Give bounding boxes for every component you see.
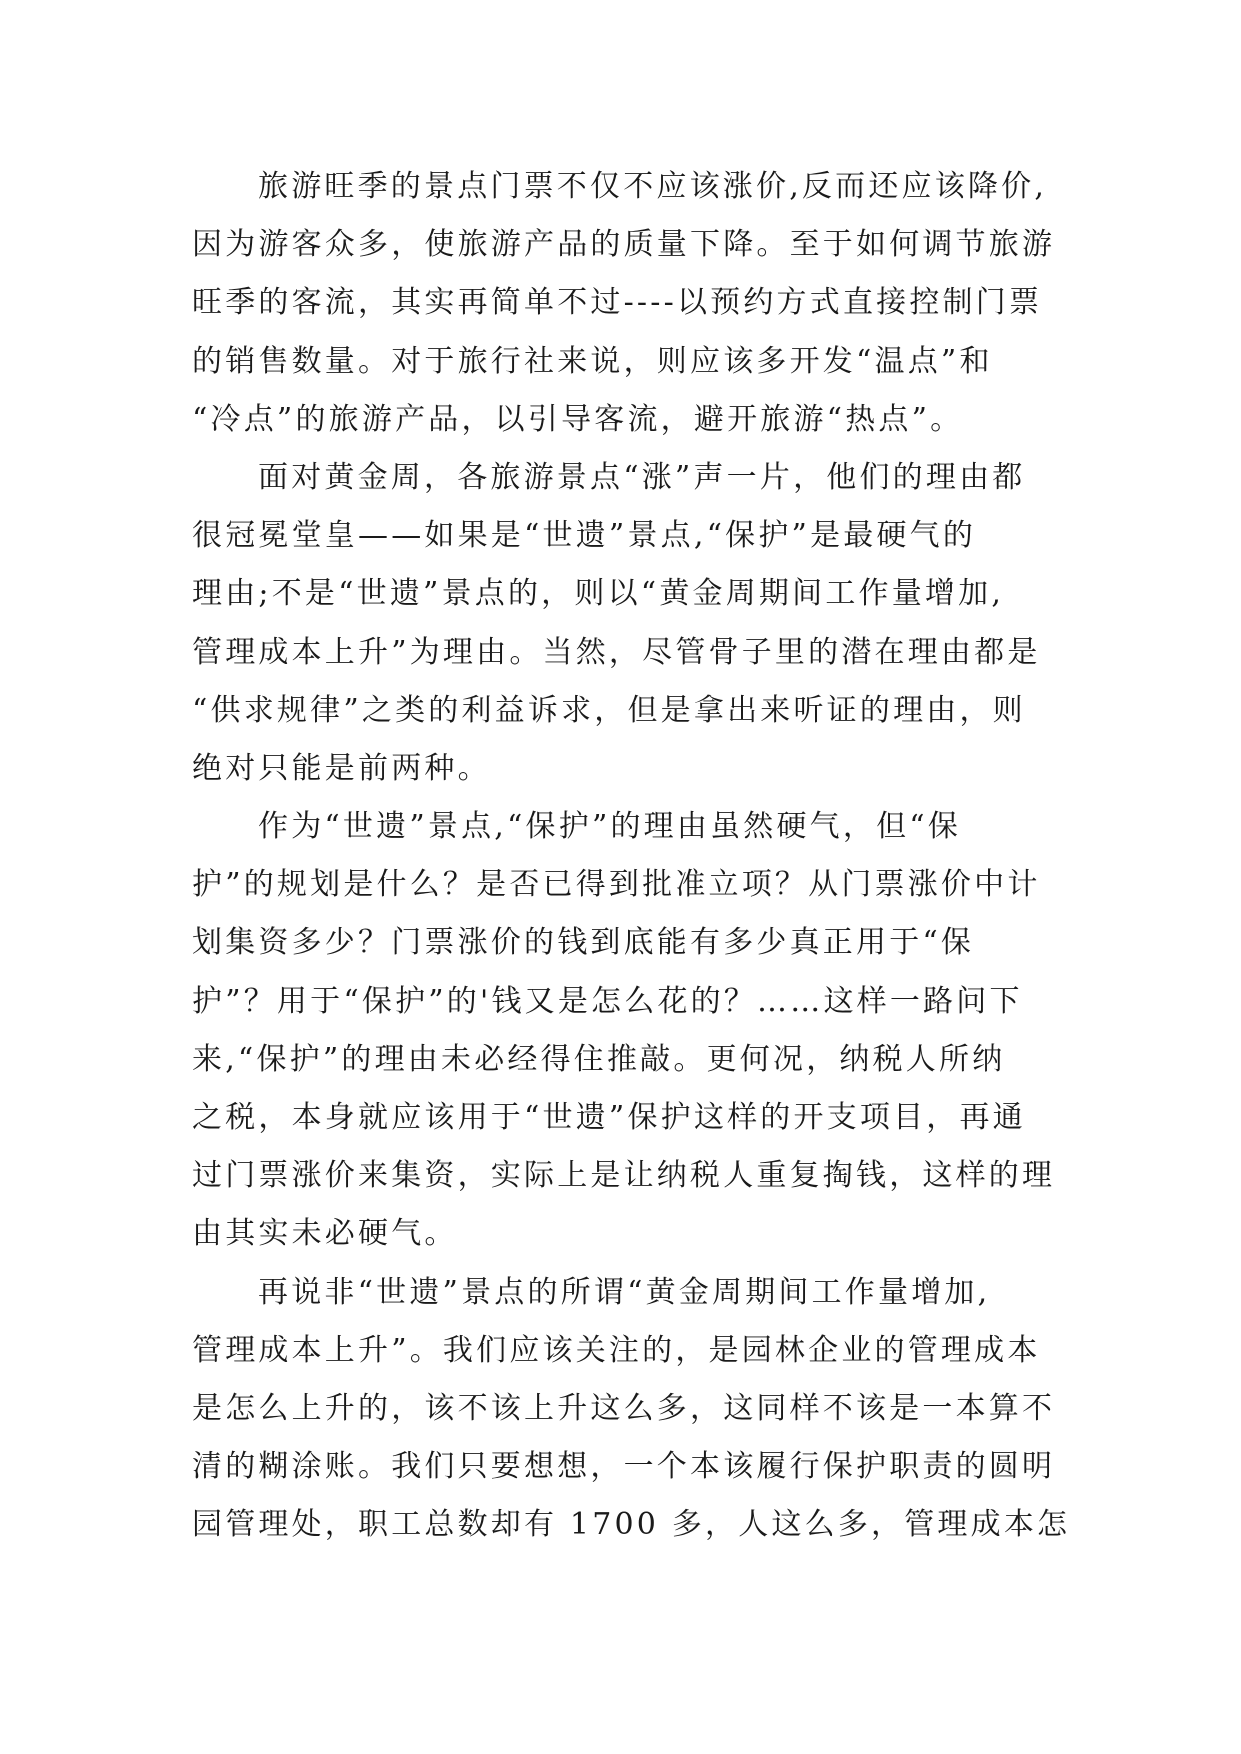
text-line: 旺季的客流，其实再简单不过----以预约方式直接控制门票 [192,285,1043,321]
text-line: 很冠冕堂皇——如果是“世遗”景点,“保护”是最硬气的 [192,518,977,554]
text-line: 清的糊涂账。我们只要想想，一个本该履行保护职责的圆明 [192,1449,1056,1485]
document-body [192,158,1072,1555]
text-line: “冷点”的旅游产品，以引导客流，避开旅游“热点”。 [192,401,964,437]
paragraph [192,449,1072,798]
text-line: “供求规律”之类的利益诉求，但是拿出来听证的理由，则 [192,692,1026,728]
text-line: 划集资多少？门票涨价的钱到底能有多少真正用于“保 [192,925,975,961]
text-line: 过门票涨价来集资，实际上是让纳税人重复掏钱，这样的理 [192,1158,1056,1194]
text-line: 管理成本上升”为理由。当然，尽管骨子里的潜在理由都是 [192,634,1041,670]
text-line: 来,“保护”的理由未必经得住推敲。更何况，纳税人所纳 [192,1041,1006,1077]
text-line: 因为游客众多，使旅游产品的质量下降。至于如何调节旅游 [192,227,1056,263]
text-line: 再说非“世遗”景点的所谓“黄金周期间工作量增加, [258,1274,991,1310]
text-line: 园管理处，职工总数却有 1700 多，人这么多，管理成本怎 [192,1507,1071,1543]
paragraph [192,158,1072,449]
text-line: 面对黄金周，各旅游景点“涨”声一片，他们的理由都 [258,459,1026,495]
text-line: 护”？用于“保护”的'钱又是怎么花的？……这样一路问下 [192,983,1023,1019]
text-line: 护”的规划是什么？是否已得到批准立项？从门票涨价中计 [192,867,1041,903]
text-line: 之税，本身就应该用于“世遗”保护这样的开支项目，再通 [192,1100,1026,1135]
text-line: 管理成本上升”。我们应该关注的，是园林企业的管理成本 [192,1332,1041,1368]
text-line: 作为“世遗”景点,“保护”的理由虽然硬气，但“保 [258,809,962,845]
paragraph [192,1264,1072,1555]
text-line: 的销售数量。对于旅行社来说，则应该多开发“温点”和 [192,343,993,379]
text-line: 旅游旺季的景点门票不仅不应该涨价,反而还应该降价, [258,169,1048,204]
text-line: 是怎么上升的，该不该上升这么多，这同样不该是一本算不 [192,1390,1056,1426]
paragraph [192,798,1072,1264]
text-line: 绝对只能是前两种。 [192,750,491,786]
text-line: 理由;不是“世遗”景点的，则以“黄金周期间工作量增加, [192,576,1005,612]
text-line: 由其实未必硬气。 [192,1216,458,1252]
